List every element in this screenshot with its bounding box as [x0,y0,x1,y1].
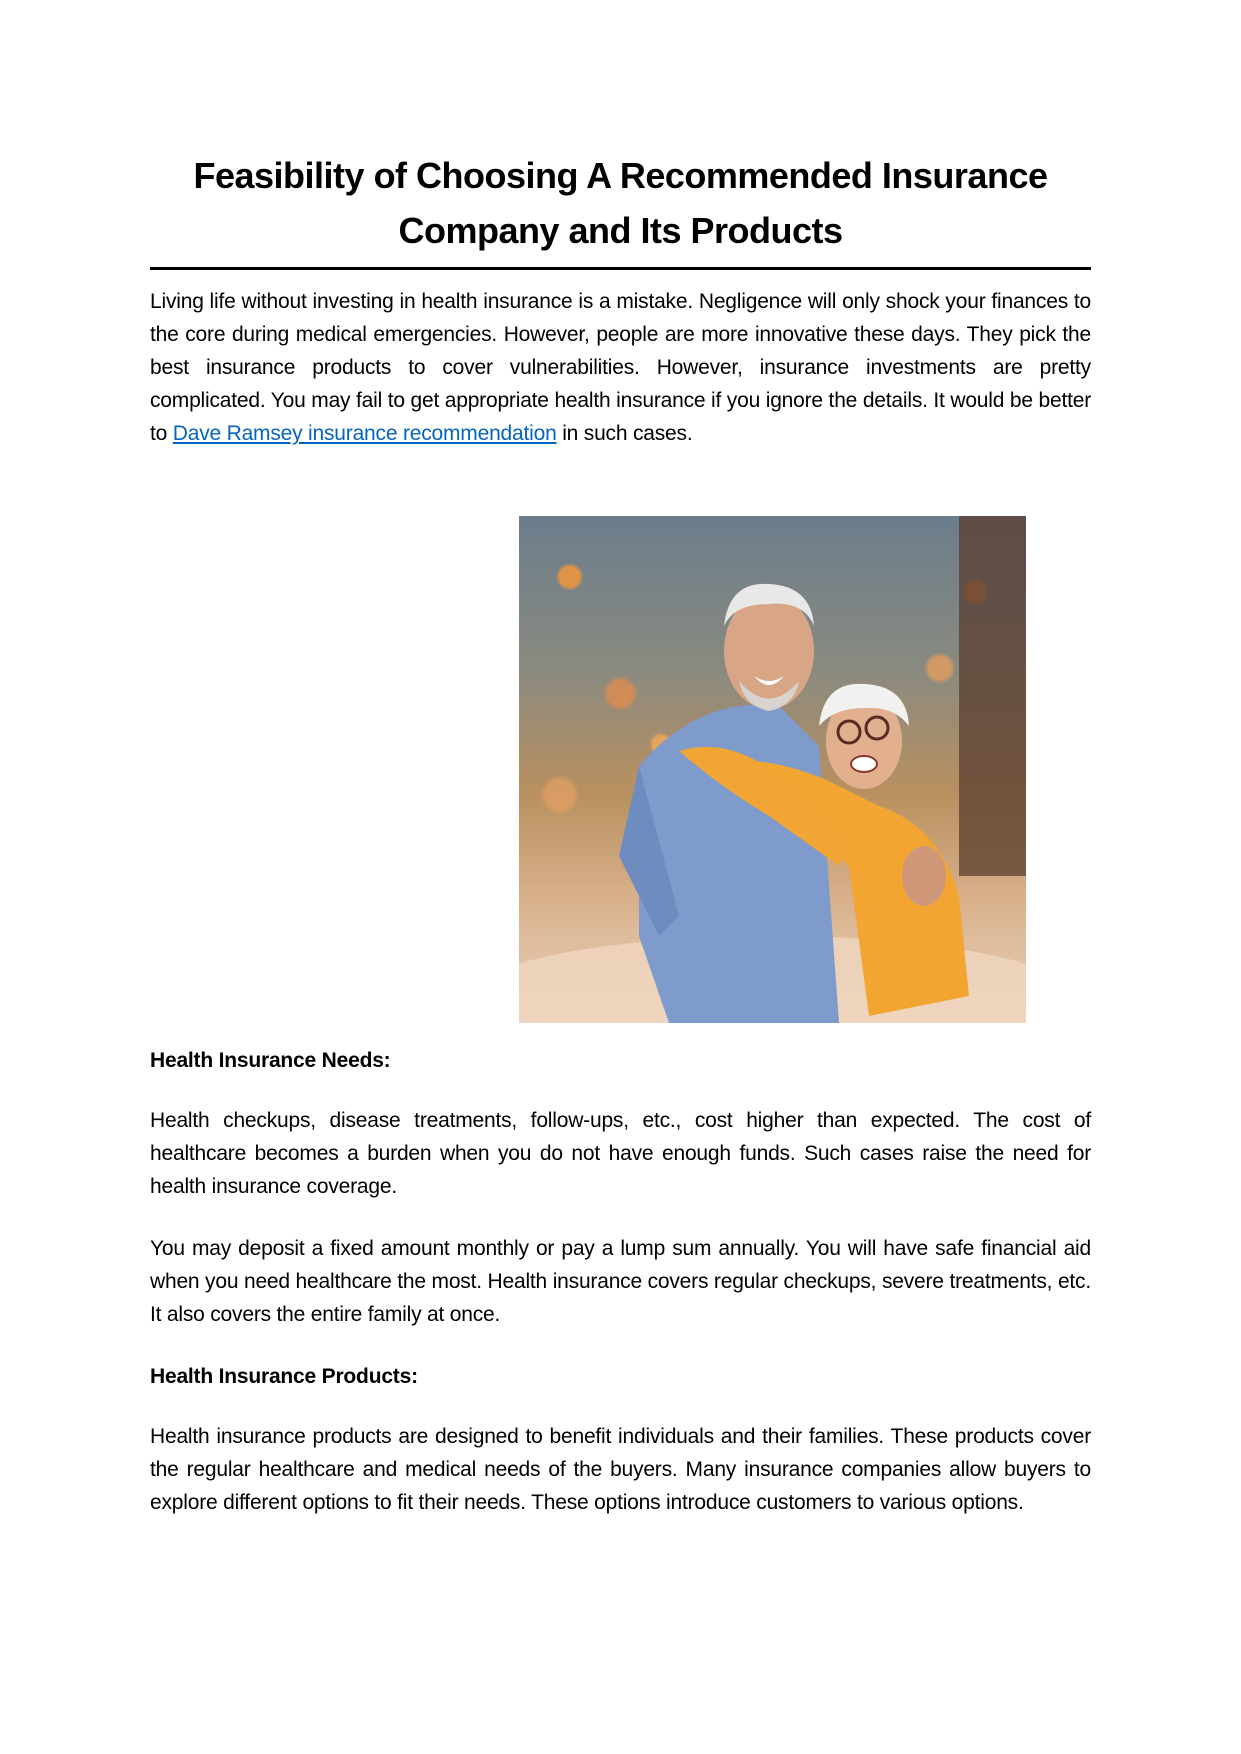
senior-couple-photo [519,516,1026,1023]
needs-paragraph-2: You may deposit a fixed amount monthly or pay a lump sum annually. You will have safe financial aid when you need healthcare the most. Health insurance covers regular checkups, severe treatments, etc. It also covers the entire family at once. [150,1237,1091,1326]
dave-ramsey-link[interactable]: Dave Ramsey insurance recommendation [172,422,557,445]
intro-text-after-link: in such cases. [556,422,693,445]
photo-illustration [519,516,1026,1023]
intro-text-before-link: Living life without investing in health insurance is a mistake. Negligence will only shock your finances to the core during medical emergencies. However, people are more innovative these days. They pick the best insurance products to cover vulnerabilities. However, insurance investments are pretty complicated. You may fail to get appropriate health insurance if you ignore the details. It would be better to [150,290,1091,445]
products-paragraph-1: Health insurance products are designed to benefit individuals and their families. These products cover the regular healthcare and medical needs of the buyers. Many insurance companies allow buyers to explore different options to fit their needs. These options introduce customers to various options. [150,1425,1091,1514]
man-hand [902,846,946,906]
tree-trunk [959,516,1026,876]
intro-paragraph [150,285,1091,450]
man-shirt [639,705,839,1023]
woman-smile [851,756,877,772]
needs-paragraph-1: Health checkups, disease treatments, follow-ups, etc., cost higher than expected. The cost of healthcare becomes a burden when you do not have enough funds. Such cases raise the need for health insurance coverage. [150,1109,1091,1198]
section-heading-products: Health Insurance Products: [150,1365,418,1388]
title-divider [150,267,1091,270]
document-title: Feasibility of Choosing A Recommended Insurance Company and Its Products [193,155,1048,251]
section-heading-needs: Health Insurance Needs: [150,1049,391,1072]
